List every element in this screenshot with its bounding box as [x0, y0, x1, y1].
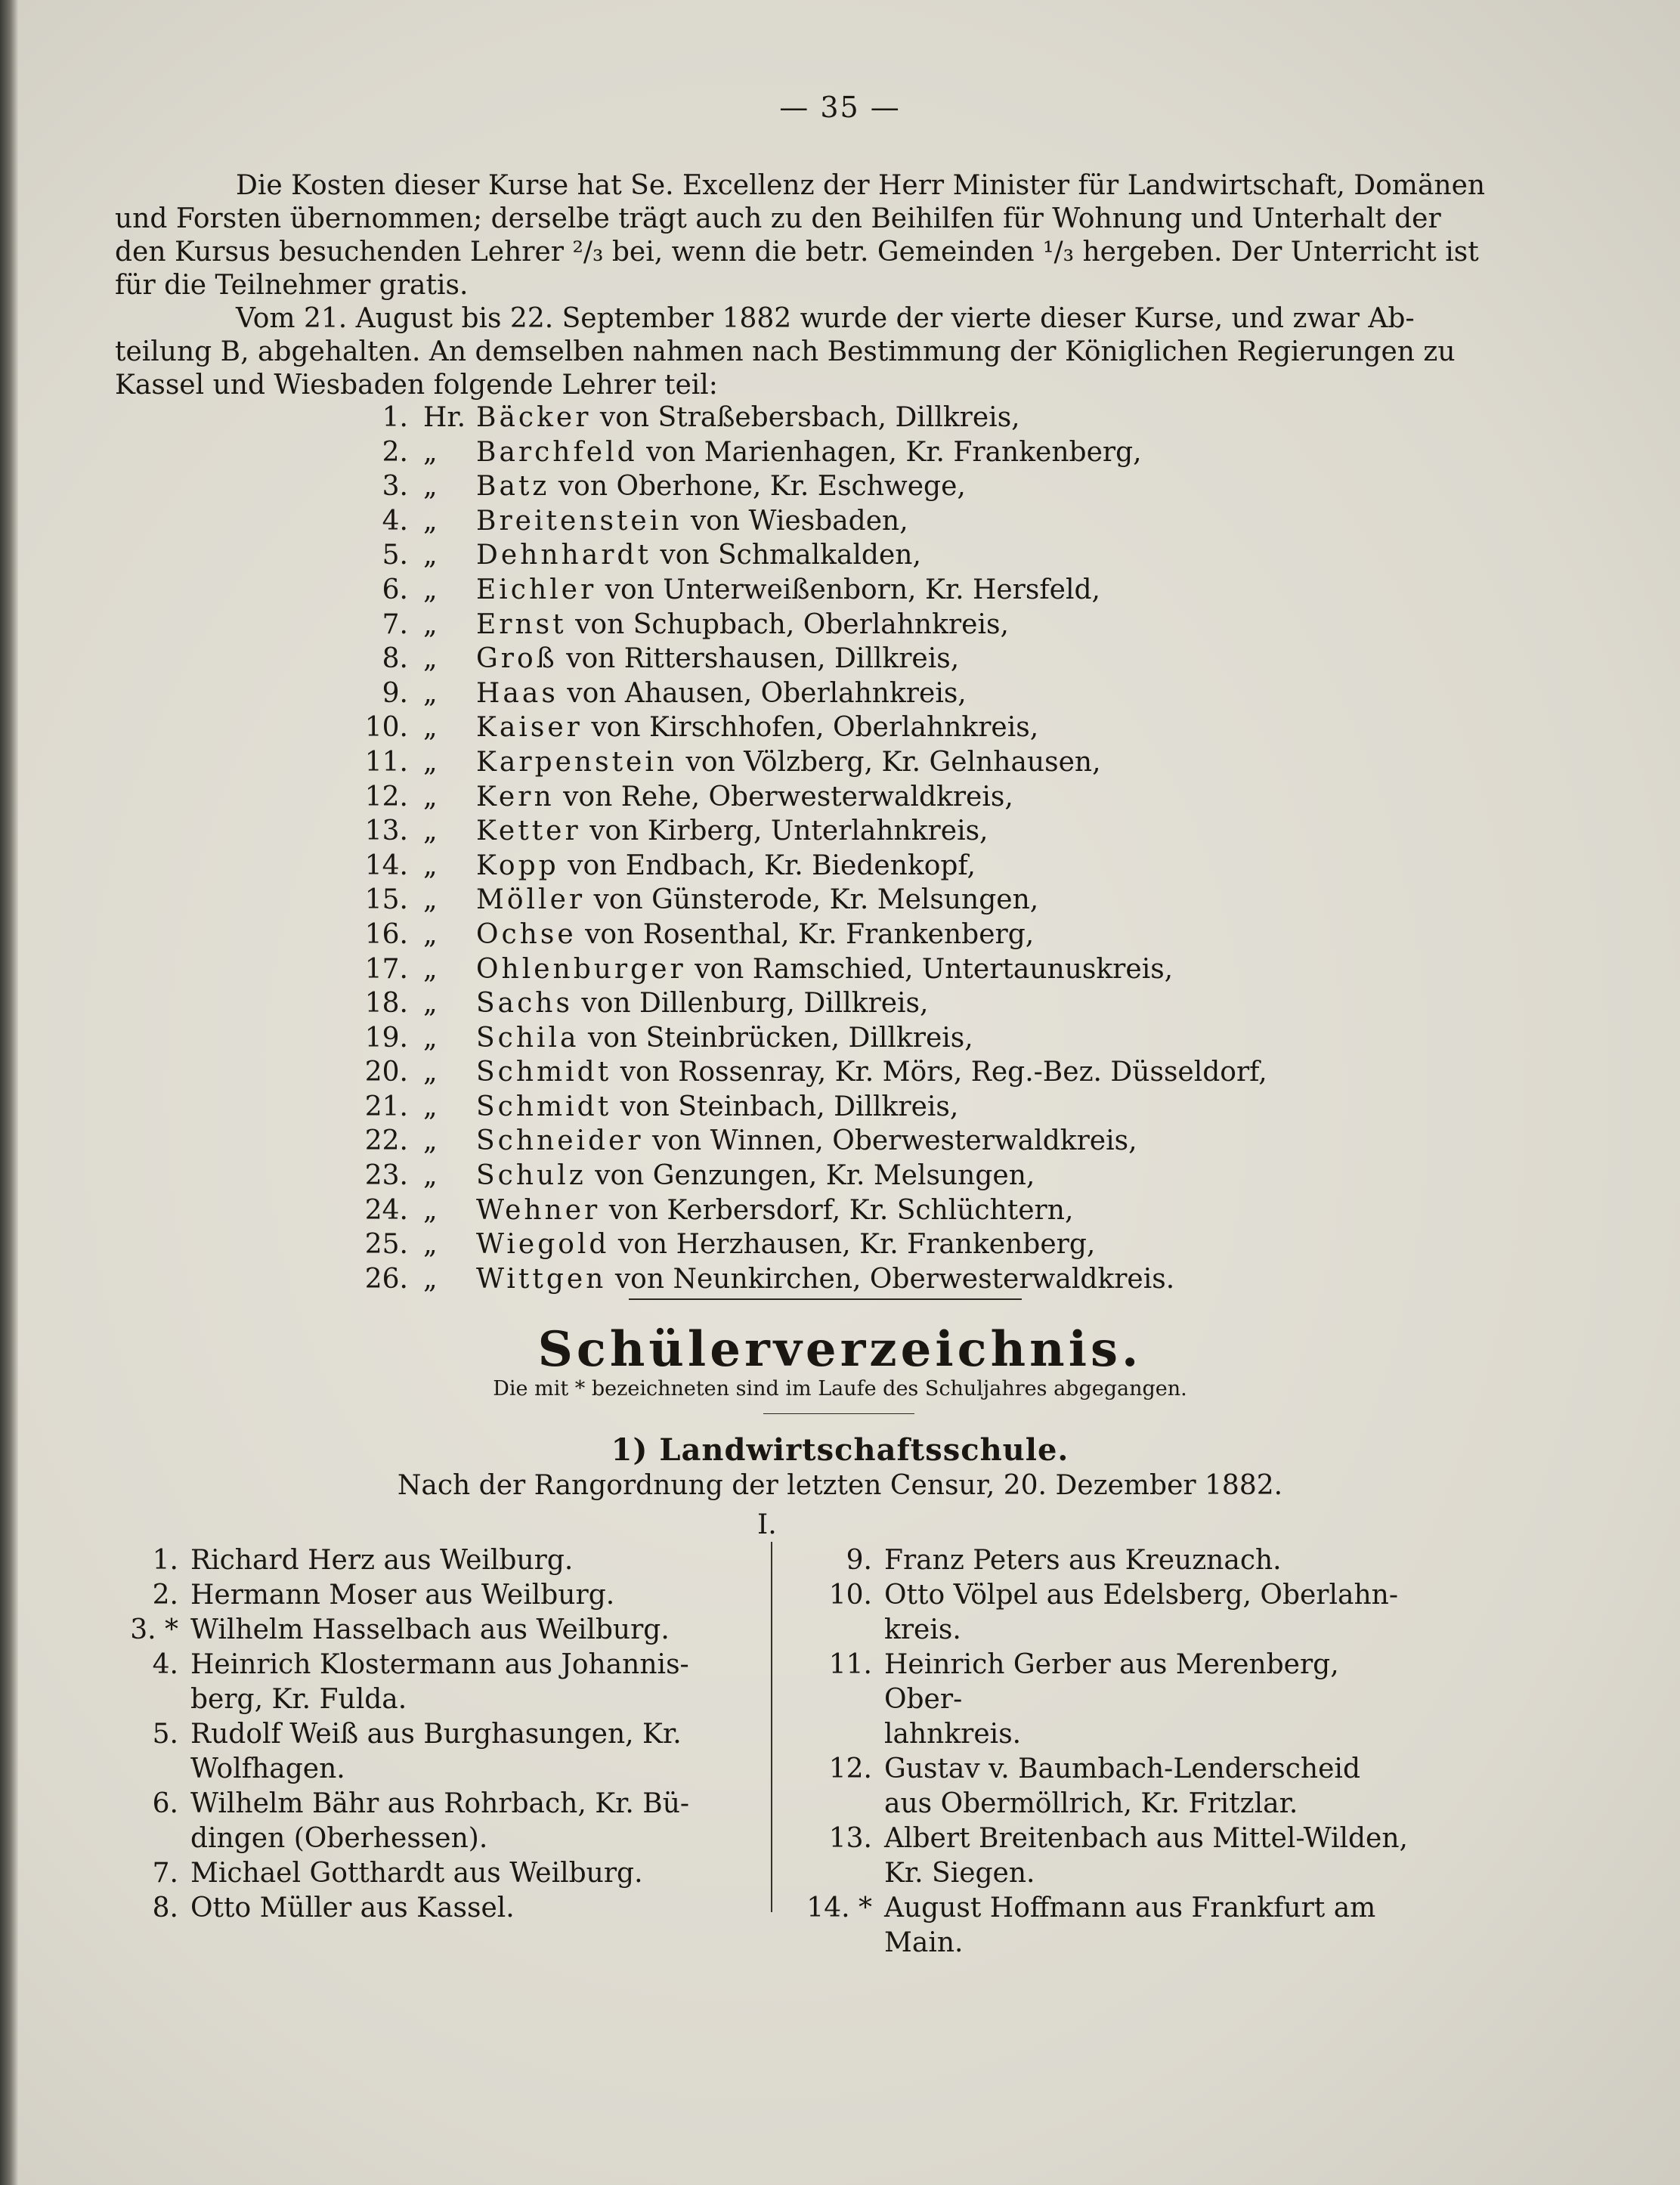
teacher-origin: von Ramschied, Untertaunuskreis, [695, 953, 1174, 985]
item-number: 6. [152, 1788, 178, 1819]
list-item [800, 1578, 1419, 1648]
item-prefix: „ [423, 988, 438, 1020]
list-item [800, 1821, 1419, 1891]
student-entry: Franz Peters aus Kreuznach. [884, 1545, 1282, 1576]
item-prefix: „ [423, 918, 438, 950]
student-entry: Richard Herz aus Weilburg. [190, 1545, 574, 1576]
student-entry-cont: aus Obermöllrich, Kr. Fritzlar. [884, 1788, 1298, 1819]
item-number: 10. [364, 712, 408, 744]
item-number: 11. [828, 1649, 872, 1680]
paragraph-costs [115, 169, 1486, 302]
teacher-name: Schmidt [476, 1057, 612, 1088]
item-number: 2. [152, 1580, 178, 1611]
teacher-origin: von Rehe, Oberwesterwaldkreis, [563, 781, 1013, 812]
teacher-origin: von Schmalkalden, [660, 540, 921, 571]
student-entry: Michael Gotthardt aus Weilburg. [190, 1858, 643, 1889]
teacher-name: Karpenstein [476, 746, 678, 778]
item-number: 9. [382, 677, 408, 709]
item-prefix: „ [423, 471, 438, 503]
list-item [800, 1648, 1419, 1752]
item-number: 6. [382, 574, 408, 605]
student-entry: August Hoffmann aus Frankfurt am [884, 1893, 1376, 1923]
teacher-name: Bäcker [476, 402, 592, 433]
teacher-origin: von Unterweißenborn, Kr. Hersfeld, [605, 574, 1100, 605]
item-prefix: „ [423, 953, 438, 985]
item-prefix: Hr. [423, 402, 466, 433]
teacher-origin: von Marienhagen, Kr. Frankenberg, [646, 436, 1142, 468]
teacher-name: Breitenstein [476, 505, 682, 537]
list-item [106, 1891, 756, 1926]
teacher-origin: von Ahausen, Oberlahnkreis, [567, 677, 967, 709]
item-number: 25. [364, 1229, 408, 1261]
student-entry-cont: dingen (Oberhessen). [190, 1823, 488, 1854]
list-item [106, 1856, 756, 1891]
student-column-left [106, 1543, 756, 1926]
page-number: — 35 — [779, 91, 901, 124]
section-title: Schülerverzeichnis. [537, 1321, 1143, 1378]
item-number: 5. [382, 540, 408, 571]
student-entry: Heinrich Gerber aus Merenberg, Ober- [884, 1649, 1339, 1715]
teacher-origin: von Dillenburg, Dillkreis, [581, 988, 929, 1020]
teacher-name: Schulz [476, 1160, 586, 1192]
teacher-name: Schmidt [476, 1091, 612, 1122]
teacher-origin: von Rossenray, Kr. Mörs, Reg.-Bez. Düsseldorf, [620, 1057, 1267, 1088]
item-prefix: „ [423, 816, 438, 847]
item-prefix: „ [423, 712, 438, 744]
item-number: 18. [364, 988, 408, 1020]
item-number: 20. [364, 1057, 408, 1088]
item-prefix: „ [423, 1091, 438, 1122]
class-label: I. [757, 1509, 777, 1540]
text-line: den Kursus besuchenden Lehrer ²/₃ bei, wenn die betr. Gemeinden ¹/₃ hergeben. Der Unterricht ist [115, 237, 1479, 268]
item-number: 21. [364, 1091, 408, 1122]
teacher-name: Kern [476, 781, 555, 812]
item-number: 24. [364, 1194, 408, 1226]
paragraph-course [115, 302, 1456, 402]
item-number: 3. [382, 471, 408, 503]
subsection-title: 1) Landwirtschaftsschule. [611, 1432, 1069, 1468]
teacher-name: Haas [476, 677, 558, 709]
item-number: 13. [364, 816, 408, 847]
item-number: 5. [152, 1719, 178, 1750]
teacher-origin: von Wiesbaden, [690, 505, 908, 537]
item-number: 7. [152, 1858, 178, 1889]
list-item [106, 1717, 756, 1787]
ranking-note: Nach der Rangordnung der letzten Censur, 20. Dezember 1882. [397, 1470, 1283, 1501]
teacher-origin: von Winnen, Oberwesterwaldkreis, [652, 1125, 1137, 1157]
teacher-origin: von Kirschhofen, Oberlahnkreis, [591, 712, 1039, 744]
item-prefix: „ [423, 1194, 438, 1226]
text-line: und Forsten übernommen; derselbe trägt auch zu den Beihilfen für Wohnung und Unterhalt der [115, 203, 1441, 234]
item-number: 2. [382, 436, 408, 468]
item-number: 9. [846, 1545, 872, 1576]
item-prefix: „ [423, 574, 438, 605]
teacher-name: Dehnhardt [476, 540, 651, 571]
item-number: 19. [364, 1022, 408, 1054]
item-prefix: „ [423, 1160, 438, 1192]
item-number: 15. [364, 884, 408, 916]
item-prefix: „ [423, 1263, 438, 1295]
item-number: 3. * [130, 1614, 178, 1645]
teacher-origin: von Kirberg, Unterlahnkreis, [589, 816, 989, 847]
subsection-divider [763, 1413, 914, 1414]
student-entry-cont: Wolfhagen. [190, 1753, 345, 1784]
student-entry: Heinrich Klostermann aus Johannis- [190, 1649, 689, 1680]
student-entry: Otto Müller aus Kassel. [190, 1893, 515, 1923]
item-number: 12. [828, 1753, 872, 1784]
list-item [106, 1613, 756, 1648]
teacher-name: Wittgen [476, 1263, 607, 1295]
item-prefix: „ [423, 608, 438, 640]
teacher-name: Ketter [476, 816, 581, 847]
item-prefix: „ [423, 677, 438, 709]
item-number: 7. [382, 608, 408, 640]
student-entry-cont: kreis. [884, 1614, 961, 1645]
item-prefix: „ [423, 1229, 438, 1261]
list-item [800, 1543, 1419, 1578]
student-entry-cont: lahnkreis. [884, 1719, 1022, 1750]
teacher-name: Ohlenburger [476, 953, 686, 985]
teacher-name: Eichler [476, 574, 597, 605]
student-entry: Gustav v. Baumbach-Lenderscheid [884, 1753, 1360, 1784]
item-prefix: „ [423, 505, 438, 537]
teacher-origin: von Genzungen, Kr. Melsungen, [595, 1160, 1035, 1192]
teacher-name: Wiegold [476, 1229, 610, 1261]
item-number: 16. [364, 918, 408, 950]
item-prefix: „ [423, 781, 438, 812]
text-line: für die Teilnehmer gratis. [115, 270, 469, 301]
item-number: 14. * [806, 1893, 872, 1923]
item-prefix: „ [423, 1022, 438, 1054]
teacher-origin: von Rosenthal, Kr. Frankenberg, [585, 918, 1035, 950]
item-prefix: „ [423, 540, 438, 571]
text-line: teilung B, abgehalten. An demselben nahmen nach Bestimmung der Königlichen Regierungen zu [115, 336, 1456, 367]
teacher-name: Schila [476, 1022, 580, 1054]
student-entry: Albert Breitenbach aus Mittel-Wilden, [884, 1823, 1408, 1854]
teacher-origin: von Kerbersdorf, Kr. Schlüchtern, [608, 1194, 1074, 1226]
teacher-origin: von Oberhone, Kr. Eschwege, [558, 471, 966, 503]
teacher-origin: von Straßebersbach, Dillkreis, [599, 402, 1020, 433]
item-number: 14. [364, 850, 408, 881]
section-divider [629, 1298, 1022, 1300]
text-line: Vom 21. August bis 22. September 1882 wurde der vierte dieser Kurse, und zwar Ab- [236, 303, 1415, 334]
text-line: Kassel und Wiesbaden folgende Lehrer teil: [115, 370, 718, 401]
teacher-origin: von Neunkirchen, Oberwesterwaldkreis. [614, 1263, 1175, 1295]
list-item [800, 1752, 1419, 1821]
student-entry-cont: Kr. Siegen. [884, 1858, 1035, 1889]
item-number: 13. [828, 1823, 872, 1854]
student-entry: Wilhelm Hasselbach aus Weilburg. [190, 1614, 670, 1645]
teacher-origin: von Schupbach, Oberlahnkreis, [575, 608, 1009, 640]
student-column-right [800, 1543, 1419, 1961]
teacher-name: Batz [476, 471, 550, 503]
text-line: Die Kosten dieser Kurse hat Se. Excellenz der Herr Minister für Landwirtschaft, Domänen [236, 170, 1486, 201]
teacher-name: Groß [476, 643, 558, 675]
item-number: 4. [152, 1649, 178, 1680]
teacher-origin: von Steinbrücken, Dillkreis, [587, 1022, 973, 1054]
teacher-name: Möller [476, 884, 586, 916]
teacher-name: Schneider [476, 1125, 644, 1157]
student-entry: Wilhelm Bähr aus Rohrbach, Kr. Bü- [190, 1788, 690, 1819]
item-prefix: „ [423, 436, 438, 468]
item-number: 22. [364, 1125, 408, 1157]
student-entry-cont: Main. [884, 1927, 964, 1958]
list-item [800, 1891, 1419, 1961]
item-number: 4. [382, 505, 408, 537]
teacher-origin: von Rittershausen, Dillkreis, [566, 643, 960, 675]
teacher-name: Wehner [476, 1194, 601, 1226]
list-item [106, 1578, 756, 1613]
teacher-origin: von Steinbach, Dillkreis, [620, 1091, 959, 1122]
item-number: 8. [382, 643, 408, 675]
item-prefix: „ [423, 746, 438, 778]
teacher-name: Kopp [476, 850, 559, 881]
teacher-name: Sachs [476, 988, 573, 1020]
teacher-name: Ernst [476, 608, 567, 640]
item-number: 1. [152, 1545, 178, 1576]
item-number: 1. [382, 402, 408, 433]
student-entry: Rudolf Weiß aus Burghasungen, Kr. [190, 1719, 682, 1750]
item-number: 17. [364, 953, 408, 985]
teacher-origin: von Völzberg, Kr. Gelnhausen, [685, 746, 1101, 778]
column-divider [771, 1542, 772, 1912]
teacher-origin: von Endbach, Kr. Biedenkopf, [568, 850, 976, 881]
section-note: Die mit * bezeichneten sind im Laufe des Schuljahres abgegangen. [493, 1377, 1187, 1400]
student-entry: Otto Völpel aus Edelsberg, Oberlahn- [884, 1580, 1399, 1611]
list-item [106, 1787, 756, 1856]
item-prefix: „ [423, 1125, 438, 1157]
teacher-name: Ochse [476, 918, 577, 950]
item-number: 8. [152, 1893, 178, 1923]
item-number: 26. [364, 1263, 408, 1295]
item-prefix: „ [423, 884, 438, 916]
item-number: 23. [364, 1160, 408, 1192]
item-number: 11. [364, 746, 408, 778]
item-prefix: „ [423, 1057, 438, 1088]
teacher-origin: von Herzhausen, Kr. Frankenberg, [617, 1229, 1096, 1261]
list-item [106, 1543, 756, 1578]
list-item [106, 1648, 756, 1717]
teacher-name: Kaiser [476, 712, 583, 744]
teacher-name: Barchfeld [476, 436, 638, 468]
student-entry: Hermann Moser aus Weilburg. [190, 1580, 615, 1611]
teacher-origin: von Günsterode, Kr. Melsungen, [593, 884, 1039, 916]
item-number: 10. [828, 1580, 872, 1611]
item-number: 12. [364, 781, 408, 812]
book-spine-shadow [0, 0, 18, 2185]
item-prefix: „ [423, 850, 438, 881]
item-prefix: „ [423, 643, 438, 675]
student-entry-cont: berg, Kr. Fulda. [190, 1684, 407, 1715]
